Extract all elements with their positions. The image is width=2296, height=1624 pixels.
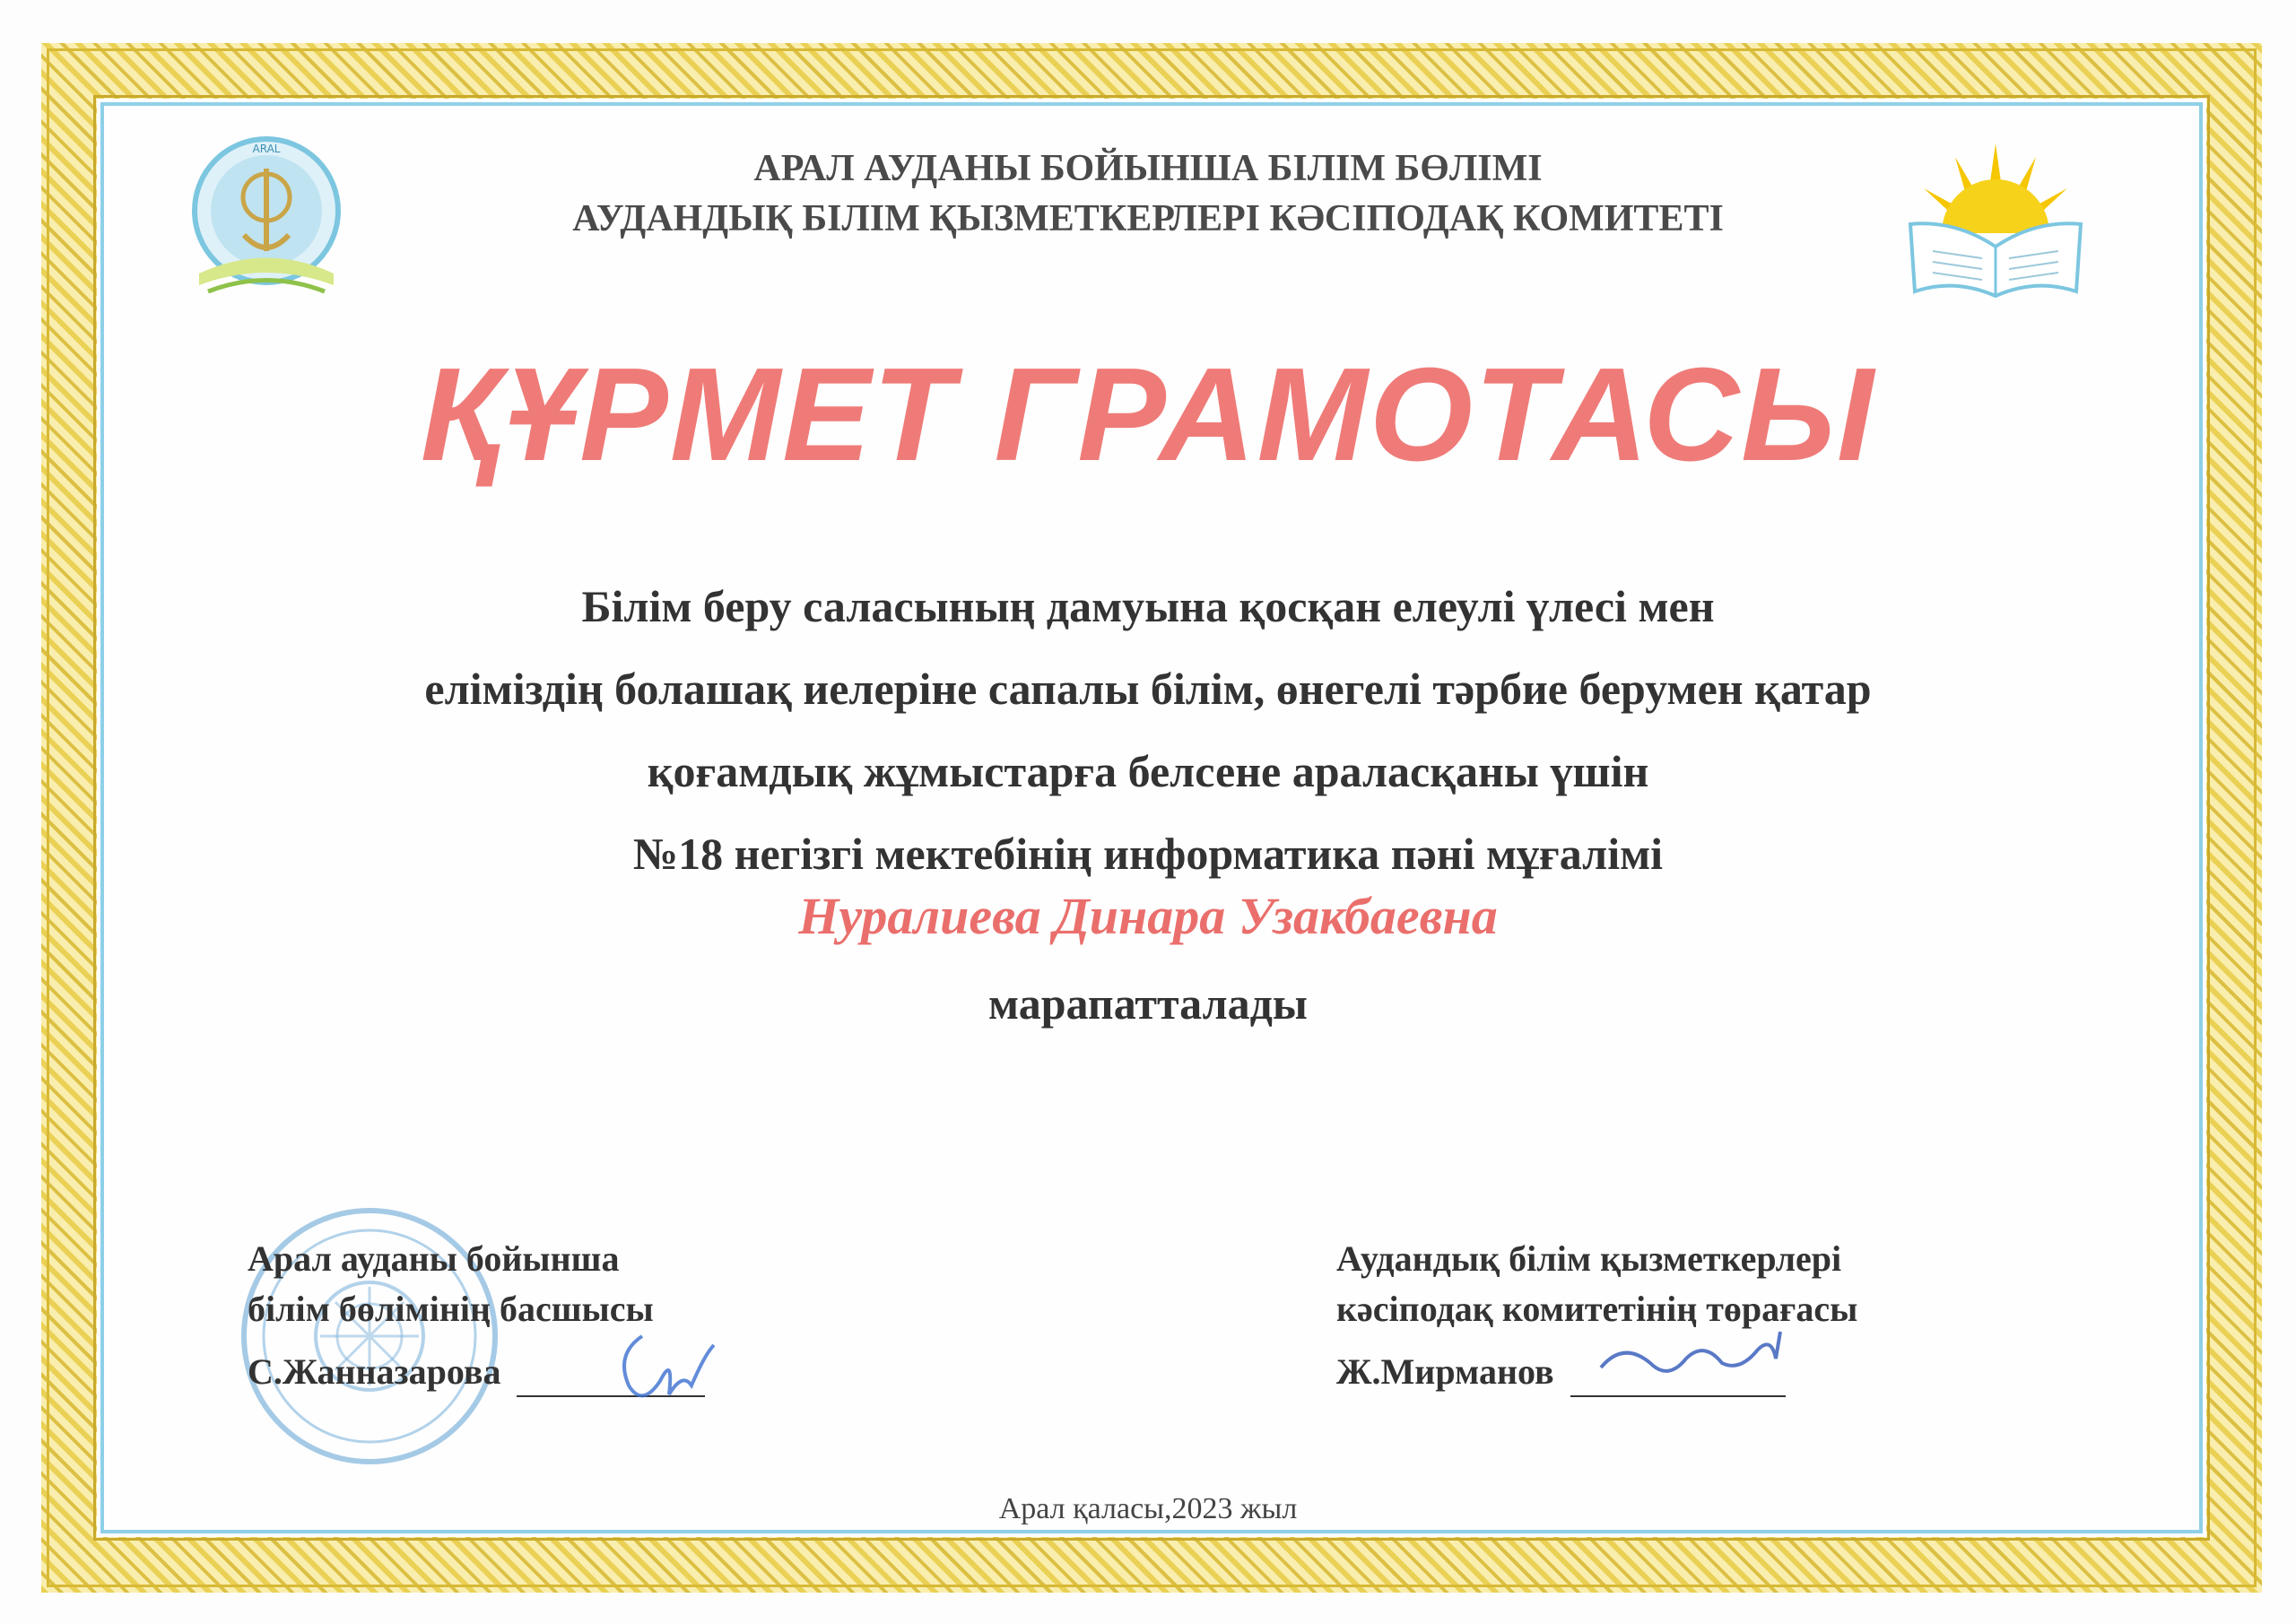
place-and-year: Арал қаласы,2023 жыл [998,1492,1298,1525]
reason-line-1: Білім беру саласының дамуына қосқан елеулі үлесі мен [581,581,1715,631]
right-signatory-name: Ж.Мирманов [1336,1351,1554,1392]
issuing-organizations [502,143,1794,244]
right-signatory-title-2: кәсіподақ комитетінің төрағасы [1336,1289,1858,1329]
left-handwritten-signature-icon [606,1318,732,1417]
aral-education-emblem-icon [172,126,361,314]
reason-line-3: қоғамдық жұмыстарға белсене араласқаны үшін [647,746,1649,796]
reason-line-4: №18 негізгі мектебінің информатика пәні мұғалімі [632,829,1664,879]
awarded-text: марапатталады [988,978,1308,1029]
org-line-1: АРАЛ АУДАНЫ БОЙЫНША БІЛІМ БӨЛІМІ [753,148,1543,189]
recipient-name: Нуралиева Динара Узакбаевна [798,887,1498,945]
left-signatory-name: С.Жанназарова [248,1351,501,1392]
org-line-2: АУДАНДЫҚ БІЛІМ ҚЫЗМЕТКЕРЛЕРІ КӘСІПОДАҚ КОМИТЕТІ [572,198,1724,239]
left-signatory-title-1: Арал ауданы бойынша [248,1238,620,1279]
left-signatory-title-2: білім бөлімінің басшысы [248,1289,654,1329]
certificate-title: ҚҰРМЕТ ГРАМОТАСЫ [420,341,1876,489]
emblem-caption: ARAL [252,143,281,155]
right-signatory-title-1: Аудандық білім қызметкерлері [1336,1238,1842,1279]
right-handwritten-signature-icon [1596,1323,1812,1394]
trade-union-sun-book-emblem-icon [1901,135,2090,305]
reason-line-2: еліміздің болашақ иелеріне сапалы білім, өнегелі тәрбие берумен қатар [424,664,1872,714]
award-reason [179,565,2117,895]
